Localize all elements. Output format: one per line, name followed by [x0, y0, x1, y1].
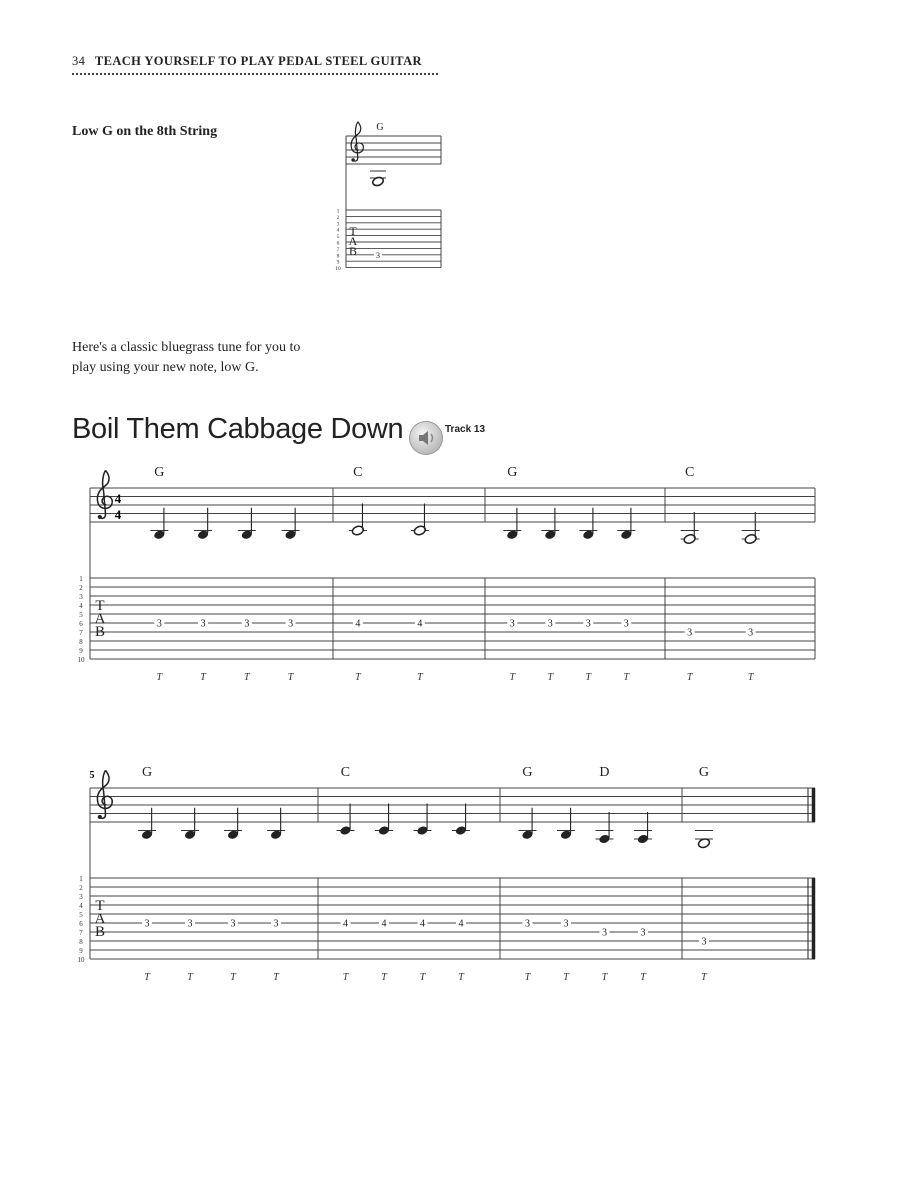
treble-clef	[351, 122, 363, 162]
string-number: 10	[77, 656, 85, 664]
track-label: Track 13	[445, 424, 486, 435]
treble-clef-dot	[98, 515, 102, 519]
tab-fret-number: 3	[200, 618, 206, 630]
chord-symbol: G	[522, 765, 533, 780]
chord-symbol: G	[507, 465, 518, 480]
string-number: 4	[79, 902, 83, 910]
tab-fret-number: 3	[563, 918, 569, 930]
tab-fret-number: 3	[687, 627, 693, 639]
tab-fret-number: 3	[640, 927, 646, 939]
string-number: 4	[336, 227, 340, 234]
string-number: 2	[79, 884, 83, 892]
string-number: 1	[79, 875, 83, 883]
time-signature-bottom: 4	[114, 507, 122, 522]
song-title: Boil Them Cabbage Down	[72, 413, 404, 445]
pick-marking: T	[640, 972, 646, 983]
treble-clef	[97, 470, 112, 519]
pick-marking: T	[747, 672, 754, 683]
tab-fret-number: 3	[524, 918, 530, 930]
treble-clef	[97, 770, 112, 819]
pick-marking: T	[144, 972, 150, 983]
treble-clef-dot	[351, 158, 354, 161]
pick-marking: T	[458, 972, 464, 983]
tab-clef-letter: A	[348, 234, 358, 248]
tab-fret-number: 3	[585, 618, 591, 630]
chord-symbol: G	[154, 465, 165, 480]
tab-fret-number: 4	[419, 918, 425, 930]
pick-marking: T	[601, 972, 608, 983]
pick-marking: T	[524, 972, 531, 983]
intro-paragraph: Here's a classic bluegrass tune for you to play using your new note, low G.	[72, 340, 301, 375]
low-g-heading: Low G on the 8th String	[72, 124, 218, 139]
pick-marking: T	[156, 672, 163, 683]
pick-marking: T	[419, 972, 426, 983]
tab-clef-letter: A	[94, 911, 106, 927]
tab-fret-number: 4	[381, 918, 387, 930]
treble-clef-dot	[98, 815, 102, 819]
tab-clef-letter: T	[95, 898, 105, 914]
pick-marking: T	[273, 972, 279, 983]
string-number: 10	[335, 266, 341, 273]
treble-clef-path	[97, 470, 112, 518]
chord-symbol: G	[141, 765, 153, 780]
chord-symbol: G	[376, 122, 384, 133]
tab-fret-number: 3	[701, 936, 707, 948]
string-number: 9	[79, 647, 83, 655]
pick-marking: T	[187, 972, 193, 983]
tab-fret-number: 3	[601, 927, 607, 939]
header-dotted-rule	[72, 73, 438, 75]
string-number: 6	[79, 620, 83, 628]
string-number: 8	[336, 253, 340, 260]
pick-marking: T	[563, 972, 569, 983]
pick-marking: T	[230, 972, 236, 983]
string-number: 8	[79, 638, 83, 646]
string-number: 10	[77, 956, 85, 964]
chord-symbol: D	[599, 765, 610, 780]
tab-fret-number: 3	[273, 918, 279, 930]
system-2	[68, 762, 828, 984]
low-g-example	[320, 118, 450, 290]
string-number: 6	[79, 920, 83, 928]
string-number: 7	[336, 246, 340, 253]
pick-marking: T	[244, 672, 250, 683]
string-number: 1	[79, 575, 83, 583]
pick-marking: T	[342, 972, 349, 983]
tab-fret-number: 4	[342, 918, 348, 930]
pick-marking: T	[701, 972, 707, 983]
chord-symbol: C	[340, 765, 351, 780]
string-number: 2	[79, 584, 83, 592]
string-number: 3	[336, 221, 340, 228]
tab-clef-letter: T	[95, 598, 105, 614]
string-number: 8	[79, 938, 83, 946]
string-number: 7	[79, 929, 83, 937]
tab-fret-number: 4	[458, 918, 464, 930]
speaker-icon[interactable]	[409, 421, 443, 455]
pick-marking: T	[200, 672, 206, 683]
tab-fret-number: 3	[187, 918, 193, 930]
string-number: 5	[336, 234, 340, 241]
chord-symbol: C	[685, 465, 695, 480]
string-number: 4	[79, 602, 83, 610]
tab-clef-letter: A	[94, 611, 106, 627]
string-number: 9	[79, 947, 83, 955]
tab-fret-number: 3	[288, 618, 294, 630]
page-number: 34	[72, 54, 86, 68]
string-number: 9	[336, 259, 340, 266]
tab-fret-number: 3	[509, 618, 515, 630]
chord-symbol: G	[698, 765, 710, 780]
tab-clef-letter: B	[348, 244, 358, 258]
speaker-glyph	[410, 422, 442, 454]
tab-fret-number: 3	[547, 618, 553, 630]
string-number: 1	[336, 208, 340, 215]
tab-clef-letter: B	[94, 924, 106, 940]
system-1	[68, 462, 828, 684]
book-title: TEACH YOURSELF TO PLAY PEDAL STEEL GUITAR	[94, 54, 422, 68]
pick-marking: T	[381, 972, 387, 983]
measure-number: 5	[89, 770, 95, 781]
string-number: 3	[79, 893, 83, 901]
chord-symbol: C	[353, 465, 363, 480]
pick-marking: T	[355, 672, 361, 683]
treble-clef-path	[97, 770, 112, 818]
time-signature-top: 4	[114, 491, 122, 506]
tab-clef-letter: T	[349, 224, 357, 238]
string-number: 5	[79, 611, 83, 619]
tab-clef-letter: B	[94, 624, 106, 640]
tab-fret-number: 3	[156, 618, 162, 630]
tab-fret-number: 4	[355, 618, 361, 630]
pick-marking: T	[623, 672, 630, 683]
tab-fret-number: 3	[244, 618, 250, 630]
tab-fret-number: 4	[417, 618, 423, 630]
tab-fret-number: 3	[623, 618, 629, 630]
tab-fret-number: 3	[144, 918, 150, 930]
treble-clef-path	[351, 122, 363, 161]
string-number: 7	[79, 629, 83, 637]
string-number: 2	[336, 214, 340, 221]
string-number: 3	[79, 593, 83, 601]
string-number: 6	[336, 240, 340, 247]
string-number: 5	[79, 911, 83, 919]
pick-marking: T	[509, 672, 516, 683]
pick-marking: T	[585, 672, 592, 683]
pick-marking: T	[417, 672, 423, 683]
tab-fret-number: 3	[748, 627, 754, 639]
pick-marking: T	[686, 672, 693, 683]
tab-fret-number: 3	[376, 250, 380, 260]
pick-marking: T	[547, 672, 554, 683]
pick-marking: T	[287, 672, 294, 683]
tab-fret-number: 3	[230, 918, 236, 930]
